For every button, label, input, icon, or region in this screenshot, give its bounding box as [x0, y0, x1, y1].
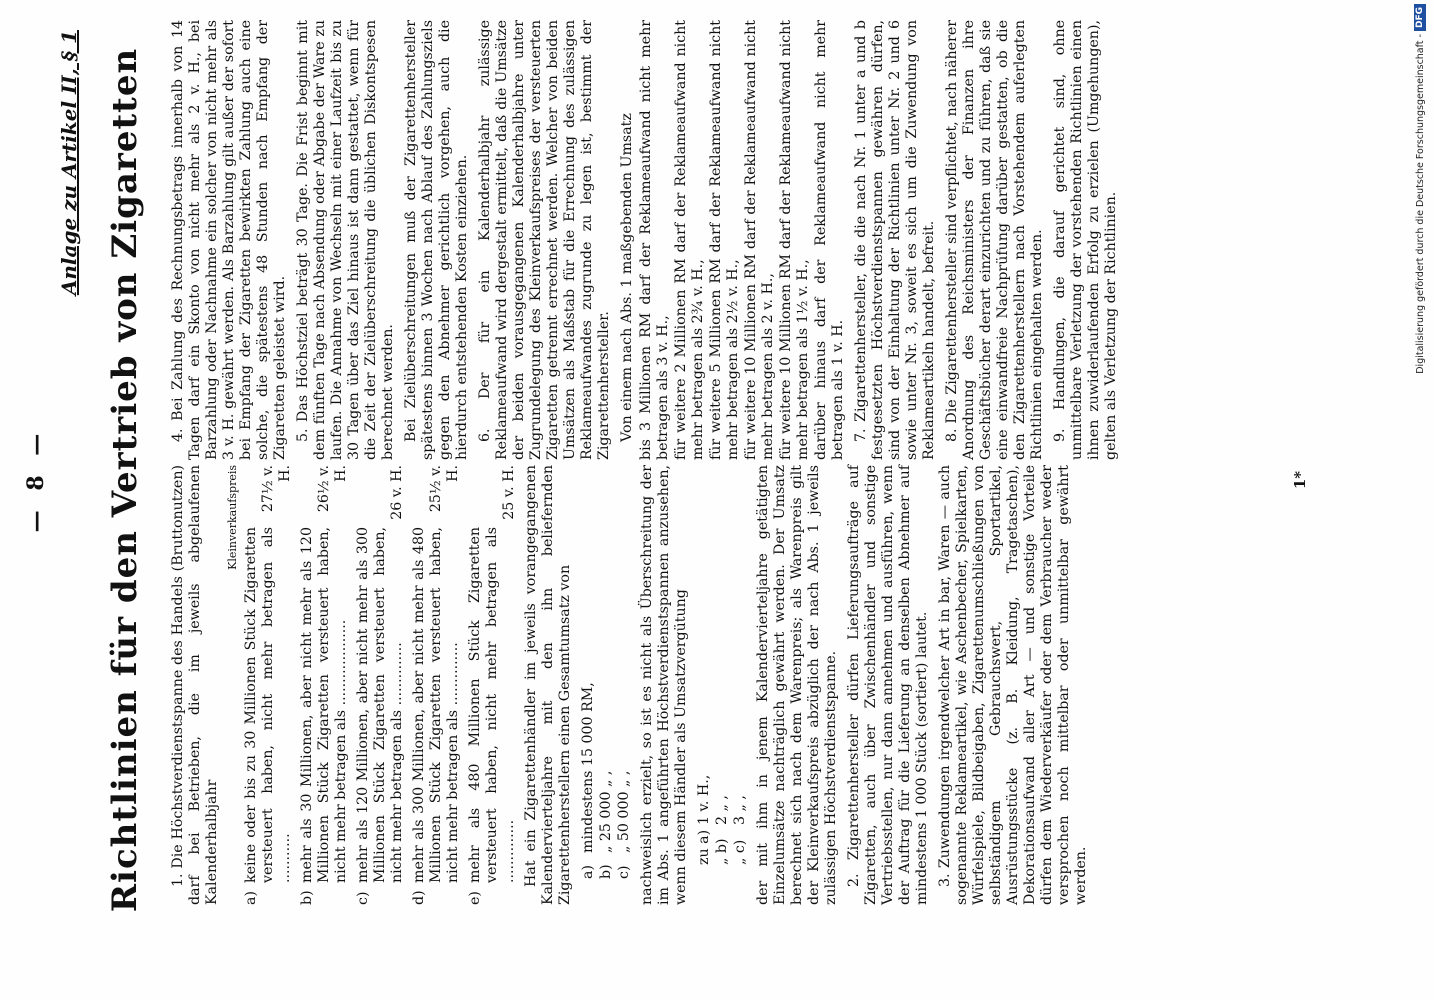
price-column-header: Kleinverkaufspreis [226, 465, 239, 570]
paragraph-5: 5. Das Höchstziel beträgt 30 Tage. Die Frist beginnt mit dem fünften Tage nach Absendung oder Abgabe der Ware zu laufen. Die Annahme von Wechseln mit einer Laufzeit bis zu 30 Tagen über das Ziel hinaus ist dann gestattet, wenn für die Zeit der Zielüberschreitung die üblichen Diskontspesen berechnet werden. [295, 20, 396, 460]
paragraph-1: 1. Die Höchstverdienstspanne des Handels (Bruttonutzen) darf bei Betrieben, die im jeweils abgelaufenen Kalenderhalbjahr [170, 465, 220, 905]
reklame-line: darüber hinaus darf der Reklameaufwand nicht mehr betragen als 1 v. H. [813, 20, 846, 460]
umsatz-value: „ 50 000 „ , [616, 770, 632, 853]
margin-item [411, 465, 462, 905]
document-title: Richtlinien für den Vertrieb von Zigaretten [105, 47, 145, 913]
item-label: a) [243, 891, 259, 905]
umsatz-line [598, 465, 615, 879]
umsatz-value: „ 25 000 „ , [598, 770, 614, 853]
verguetung-value: 1 v. H., [696, 774, 712, 825]
right-column [170, 20, 1126, 460]
reklame-line: für weitere 2 Millionen RM darf der Reklameaufwand nicht mehr betragen als 2¾ v. H., [673, 20, 706, 460]
verguetung-label: „ c) [732, 839, 748, 865]
item-price: 26½ v. H. [316, 465, 349, 513]
verguetung-line [696, 465, 713, 865]
paragraph-umsatz-berechnung: der mit ihm in jenem Kalendervierteljahre getätigten Einzelumsätze nachträglich gewährt werden. Der Umsatz berechnet sich nach dem Warenpreis; als Warenpreis gilt der Kleinverkaufspreis abzüglich der nach Abs. 1 jeweils zulässigen Höchstverdienstspanne. [755, 465, 839, 905]
item-text: keine oder bis zu 30 Millionen Stück Zigaretten versteuert haben, nicht mehr betragen als ........... [243, 527, 293, 883]
reklame-line: für weitere 5 Millionen RM darf der Reklameaufwand nicht mehr betragen als 2½ v. H., [708, 20, 741, 460]
item-price: 25½ v. H. [428, 465, 461, 513]
margin-item [243, 465, 294, 905]
umsatz-label: a) [580, 865, 596, 879]
paragraph-2: 2. Zigarettenhersteller dürfen Lieferungsaufträge auf Zigaretten, auch über Zwischenhändler und sonstige Vertriebsstellen, nur dann annehmen und ausführen, wenn der Auftrag für die Lieferung an denselben Abnehmer auf mindestens 1 000 Stück (sortiert) lautet. [846, 465, 930, 905]
verguetung-label: „ b) [714, 838, 730, 865]
reklame-line: für weitere 10 Millionen RM darf der Reklameaufwand nicht mehr betragen als 2 v. H., [743, 20, 776, 460]
item-price: 27½ v. H. [260, 465, 293, 513]
paragraph-7: 7. Zigarettenhersteller, die die nach Nr. 1 unter a und b festgesetzten Höchstverdienstspannen gewähren dürfen, sind von der Einhaltung der Richtlinien unter Nr. 2 und 6 sowie unter Nr. 3, soweit es sich um die Zuwendung von Reklameartikeln handelt, befreit. [853, 20, 937, 460]
rotated-document-page [5, 0, 1335, 960]
item-label: c) [355, 891, 371, 905]
verguetung-label: zu a) [696, 829, 712, 865]
item-label: d) [411, 890, 427, 905]
umsatz-line [616, 465, 633, 879]
item-price: 26 v. H. [389, 465, 405, 520]
umsatz-line [580, 465, 597, 879]
item-price: 25 v. H. [501, 465, 517, 520]
verguetung-line [714, 465, 731, 865]
item-text: mehr als 30 Millionen, aber nicht mehr als 120 Millionen Stück Zigaretten versteuert haben, nicht mehr betragen als ................... [299, 527, 349, 883]
paragraph-9: 9. Handlungen, die darauf gerichtet sind, ohne unmittelbare Verletzung der vorstehenden Richtlinien einen ihnen zuwiderlaufenden Erfolg zu erzielen (Umgehungen), gelten als Verletzung der Richtlinien. [1052, 20, 1119, 460]
paragraph-umsatz: Hat ein Zigarettenhändler im jeweils vorangegangenen Kalendervierteljahre mit den ihn beliefernden Zigarettenherstellern einen Gesamtumsatz von [523, 465, 573, 905]
margin-item [467, 465, 518, 905]
paragraph-4: 4. Bei Zahlung des Rechnungsbetrags innerhalb von 14 Tagen darf ein Skonto von nicht mehr als 2 v. H., bei Barzahlung oder Nachnahme ein solcher von nicht mehr als 3 v. H. gewährt werden. Als Barzahlung gilt außer der sofort bei Empfang der Zigaretten bewirkten Zahlung auch eine solche, die spätestens 48 Stunden nach Empfang der Zigaretten geleistet wird. [170, 20, 288, 460]
item-label: b) [299, 890, 315, 905]
left-column [170, 465, 1096, 905]
umsatz-value: mindestens 15 000 RM, [580, 682, 596, 853]
item-label: e) [467, 891, 483, 905]
paragraph-3: 3. Zuwendungen irgendwelcher Art in bar, Waren — auch sogenannte Reklameartikel, wie Aschenbecher, Spielkarten, Würfelspiele, Bildbeigaben, Zigarettenumschließungen von selbständigem Gebrauchswert, Sportartikel, Ausrüstungsstücke (z. B. Kleidung, Tragetaschen), Dekorationsaufwand aller Art — und sonstige Vorteile dürfen dem Wiederverkäufer oder dem Verbraucher weder versprochen noch mittelbar oder unmittelbar gewährt werden. [937, 465, 1089, 905]
umsatz-label: b) [598, 864, 614, 879]
signature-mark: 1* [1291, 470, 1309, 490]
verguetung-value: 2 „ , [714, 795, 730, 825]
paragraph-8: 8. Die Zigarettenhersteller sind verpflichtet, nach näherer Anordnung des Reichsministers der Finanzen ihre Geschäftsbücher derart einzurichten und zu führen, daß sie eine einwandfreie Nachprüfung darüber gestatten, ob die den Zigarettenherstellern nach Vorstehendem auferlegten Richtlinien eingehalten werden. [944, 20, 1045, 460]
paragraph-6-intro: Von einem nach Abs. 1 maßgebenden Umsatz [619, 113, 635, 442]
reklame-line: bis 3 Millionen RM darf der Reklameaufwand nicht mehr betragen als 3 v. H., [638, 20, 671, 460]
paragraph-5b: Bei Zielüberschreitungen muß der Zigarettenhersteller spätestens binnen 3 Wochen nach Ablauf des Zahlungsziels gegen den Abnehmer gerichtlich vorgehen, auch die hierdurch entstehenden Kosten einziehen. [403, 20, 470, 460]
dfg-stamp [1405, 0, 1434, 1000]
margin-item [299, 465, 350, 905]
page-number: — 8 — [23, 427, 49, 533]
paragraph-verguetung: nachweislich erzielt, so ist es nicht als Überschreitung der im Abs. 1 angeführten Höchstverdienstspannen anzusehen, wenn diesem Händler als Umsatzvergütung [639, 465, 689, 905]
item-text: mehr als 300 Millionen, aber nicht mehr als 480 Millionen Stück Zigaretten versteuert haben, nicht mehr betragen als .............. [411, 527, 461, 883]
item-text: mehr als 120 Millionen, aber nicht mehr als 300 Millionen Stück Zigaretten versteuert haben, nicht mehr betragen als .............. [355, 527, 405, 883]
umsatz-label: c) [616, 865, 632, 879]
reklame-line: für weitere 10 Millionen RM darf der Reklameaufwand nicht mehr betragen als 1½ v. H., [778, 20, 811, 460]
verguetung-value: 3 „ , [732, 795, 748, 825]
item-text: mehr als 480 Millionen Stück Zigaretten versteuert haben, nicht mehr betragen als .............. [467, 527, 517, 883]
paragraph-6: 6. Der für ein Kalenderhalbjahr zulässige Reklameaufwand wird dergestalt ermittelt, daß die Umsätze der beiden vorausgegangenen Kalenderhalbjahre unter Zugrundelegung des Kleinverkaufspreises der versteuerten Zigaretten getrennt errechnet werden. Welcher von beiden Umsätzen als Maßstab für die Errechnung des zulässigen Reklameaufwandes zugrunde zu legen ist, bestimmt der Zigarettenhersteller. [477, 20, 612, 460]
verguetung-line [732, 465, 749, 865]
stamp-text: Digitalisierung gefördert durch die Deutsche Forschungsgemeinschaft - [1414, 34, 1426, 374]
dfg-logo: DFG [1414, 4, 1426, 31]
margin-item [355, 465, 406, 905]
annex-heading: Anlage zu Artikel II, § 1 [57, 30, 81, 296]
